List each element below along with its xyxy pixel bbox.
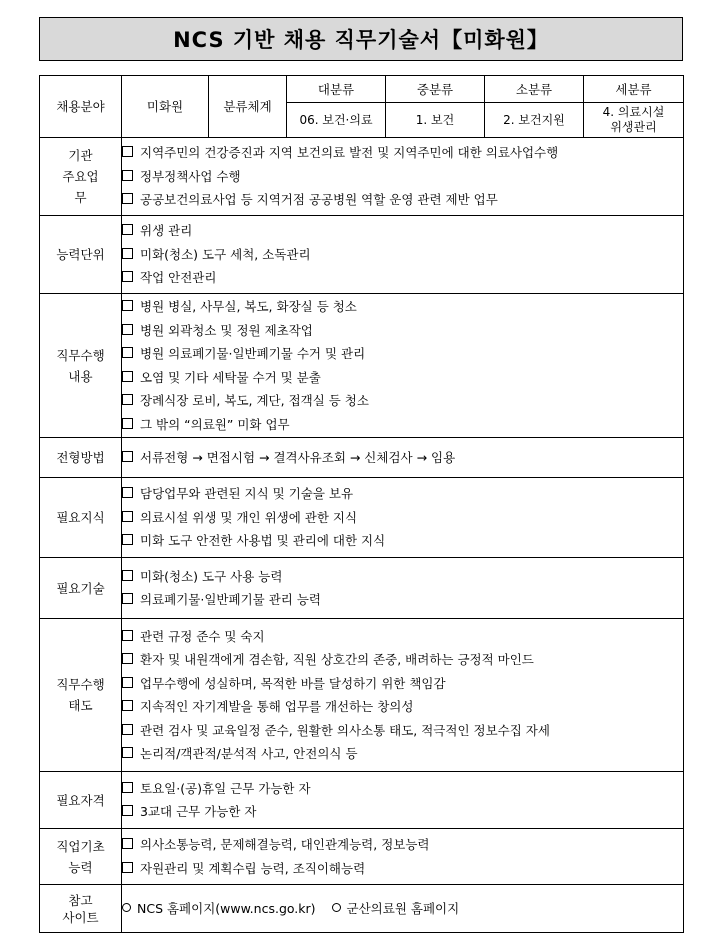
row-content [122,294,684,438]
list-item [122,672,683,696]
list-item [122,342,683,366]
row-label: 능력단위 [56,247,105,262]
class-label: 분류체계 [223,99,272,114]
list-item-text: 미화 도구 안전한 사용법 및 관리에 대한 지식 [140,533,386,549]
list-item [122,389,683,413]
list-item [122,165,683,189]
list-item [122,719,683,743]
field-value-cell [122,76,209,138]
class-heading-middle [386,76,485,103]
row-label-cell [40,216,122,294]
list-item [122,857,683,881]
checkbox-icon [122,487,133,498]
row-required-knowledge [40,478,684,558]
list-item [122,413,683,437]
list-item-text: 병원 의료폐기물·일반폐기물 수거 및 관리 [140,346,366,361]
list-item [122,266,683,290]
list-item [122,295,683,319]
row-content [122,885,684,933]
list-item [122,243,683,267]
checkbox-icon [122,146,133,157]
row-label-cell [40,294,122,438]
checkbox-icon [122,677,133,688]
list-item-text: 오염 및 기타 세탁물 수거 및 분출 [140,369,321,385]
checkbox-icon [122,570,133,581]
list-item-text: 장례식장 로비, 복도, 계단, 접객실 등 청소 [140,393,369,408]
row-label: 필요자격 [56,792,105,808]
checkbox-icon [122,170,133,181]
row-label: 기관 주요업무 [62,148,99,205]
list-item-text: 지속적인 자기계발을 통해 업무를 개선하는 창의성 [140,699,414,714]
checkbox-icon [122,630,133,641]
list-item-text: 병원 외곽청소 및 정원 제초작업 [140,322,313,338]
row-content [122,138,684,216]
hospital-homepage-link[interactable]: 군산의료원 홈페이지 [346,900,460,916]
class-value-text: 4. 의료시설 위생관리 [602,105,665,134]
list-item-text: 자원관리 및 계획수립 능력, 조직이해능력 [140,860,366,876]
list-item-text: 토요일·(공)휴일 근무 가능한 자 [140,780,311,796]
checkbox-icon [122,724,133,735]
circle-bullet-icon [122,903,131,912]
list-item [122,625,683,649]
class-value-detail [584,103,684,138]
list-item [122,565,683,589]
list-item [122,800,683,824]
row-content [122,829,684,885]
checkbox-icon [122,224,133,235]
list-item-text: 환자 및 내원객에게 겸손함, 직원 상호간의 존중, 배려하는 긍정적 마인드 [140,652,534,667]
checkbox-icon [122,324,133,335]
checkbox-icon [122,347,133,358]
row-label-cell [40,619,122,772]
list-item [122,219,683,243]
list-item-text: 업무수행에 성실하며, 목적한 바를 달성하기 위한 책임감 [140,675,446,691]
ncs-homepage-link[interactable]: NCS 홈페이지(www.ncs.go.kr) [137,900,316,916]
list-item [122,319,683,343]
page-title [39,17,683,61]
header-row-headings [40,76,684,103]
checkbox-icon [122,248,133,259]
class-heading-text: 대분류 [317,81,355,97]
checkbox-icon [122,534,133,545]
row-content [122,772,684,829]
class-label-cell [209,76,287,138]
list-item-text: 공공보건의료사업 등 지역거점 공공병원 역할 운영 관련 제반 업무 [140,192,498,208]
class-value-minor [485,103,584,138]
list-item-text: 그 밖의 “의료원” 미화 업무 [140,416,290,432]
list-item [122,648,683,672]
checkbox-icon [122,271,133,282]
checkbox-icon [122,418,133,429]
list-item-text: 의사소통능력, 문제해결능력, 대인관계능력, 정보능력 [140,837,430,852]
row-label-cell [40,772,122,829]
class-heading-text: 소분류 [515,81,553,97]
row-content [122,216,684,294]
row-job-attitude [40,619,684,772]
row-ability-units [40,216,684,294]
row-content [122,558,684,619]
row-label: 필요지식 [56,510,105,525]
class-value-text: 2. 보건지원 [503,112,565,127]
list-item [122,695,683,719]
checkbox-icon [122,593,133,604]
checkbox-icon [122,193,133,204]
list-item [122,482,683,506]
list-item-text: 작업 안전관리 [140,270,217,286]
row-label-cell [40,138,122,216]
row-required-skills [40,558,684,619]
row-content [122,619,684,772]
list-item-text: 의료폐기물·일반폐기물 관리 능력 [140,592,321,607]
list-item-text: 관련 규정 준수 및 숙지 [140,628,265,644]
class-heading-major [287,76,386,103]
checkbox-icon [122,394,133,405]
row-label-cell [40,438,122,478]
class-value-text: 1. 보건 [415,112,455,127]
list-item [122,833,683,857]
row-label-cell [40,558,122,619]
list-item [122,777,683,801]
row-label-cell [40,885,122,933]
field-value: 미화원 [146,99,184,114]
checkbox-icon [122,862,133,873]
list-item-text: 지역주민의 건강증진과 지역 보건의료 발전 및 지역주민에 대한 의료사업수행 [140,145,559,161]
class-heading-minor [485,76,584,103]
row-label: 직무수행 내용 [56,347,105,384]
list-item-text: 서류전형 → 면접시험 → 결격사유조회 → 신체검사 → 임용 [140,449,456,465]
checkbox-icon [122,300,133,311]
circle-bullet-icon [332,903,341,912]
list-item [122,742,683,766]
row-content [122,478,684,558]
row-label: 직무수행 태도 [56,677,105,713]
list-item-text: 3교대 근무 가능한 자 [140,804,257,819]
list-item [122,366,683,390]
list-item-text: 위생 관리 [140,223,193,239]
class-heading-text: 중분류 [416,81,454,97]
checkbox-icon [122,653,133,664]
list-item-text: 논리적/객관적/분석적 사고, 안전의식 등 [140,746,358,761]
list-item [122,141,683,165]
checkbox-icon [122,700,133,711]
field-label-cell [40,76,122,138]
checkbox-icon [122,371,133,382]
row-content [122,438,684,478]
class-heading-detail [584,76,684,103]
checkbox-icon [122,747,133,758]
class-heading-text: 세분류 [615,81,652,97]
class-value-middle [386,103,485,138]
row-label-cell [40,478,122,558]
checkbox-icon [122,838,133,849]
row-label: 참고 사이트 [62,892,99,925]
field-label: 채용분야 [56,99,105,114]
row-label: 직업기초 능력 [56,838,105,875]
row-label: 전형방법 [56,450,105,465]
checkbox-icon [122,805,133,816]
list-item-text: 병원 병실, 사무실, 복도, 화장실 등 청소 [140,299,357,314]
class-value-major [287,103,386,138]
row-reference-sites [40,885,684,933]
class-value-text: 06. 보건·의료 [299,112,373,127]
checkbox-icon [122,511,133,522]
checkbox-icon [122,451,133,462]
row-label: 필요기술 [56,580,105,596]
page-title-text: NCS 기반 채용 직무기술서【미화원】 [173,28,549,52]
row-label-cell [40,829,122,885]
list-item-text: 담당업무와 관련된 지식 및 기술을 보유 [140,486,354,502]
row-basic-vocational-ability [40,829,684,885]
list-item-text: 관련 검사 및 교육일정 준수, 원활한 의사소통 태도, 적극적인 정보수집 자세 [140,722,550,738]
row-required-qualifications [40,772,684,829]
list-item [122,188,683,212]
list-item [122,506,683,530]
list-item [122,588,683,612]
list-item-text: 미화(청소) 도구 세척, 소독관리 [140,246,311,262]
list-item [122,529,683,553]
list-item [122,446,683,470]
row-job-content [40,294,684,438]
checkbox-icon [122,782,133,793]
list-item-text: 정부정책사업 수행 [140,168,241,184]
job-description-table [39,75,684,933]
list-item-text: 미화(청소) 도구 사용 능력 [140,568,283,584]
row-org-duties [40,138,684,216]
row-selection-method [40,438,684,478]
list-item-text: 의료시설 위생 및 개인 위생에 관한 지식 [140,509,358,525]
reference-sites [122,898,683,920]
